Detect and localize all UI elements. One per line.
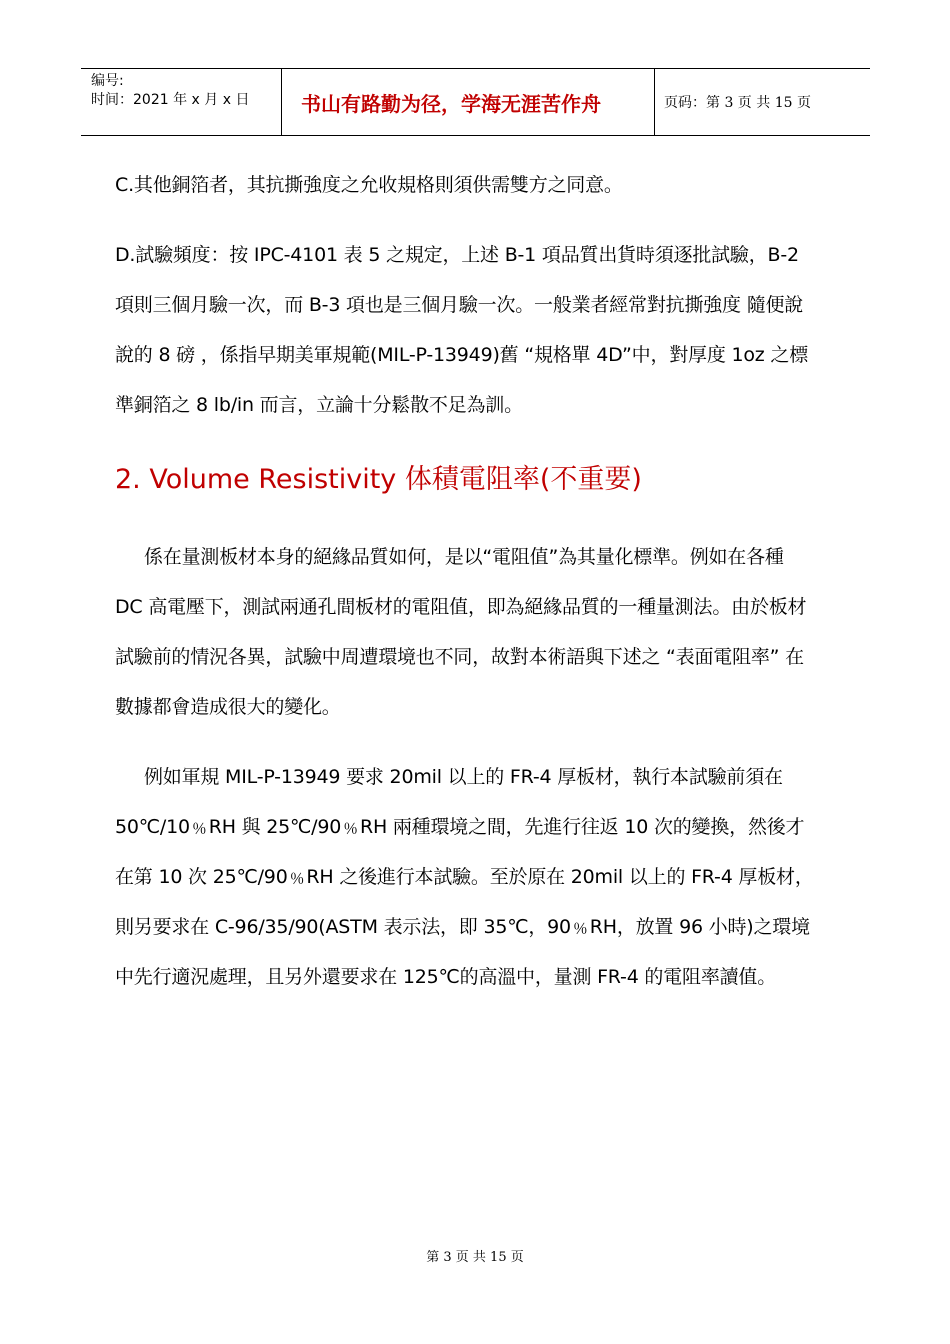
header-number-label: 编号: [91, 73, 124, 89]
header-page-info: 页码：第 3 页 共 15 页 [664, 95, 811, 111]
paragraph-volume-resistivity-1: 係在量測板材本身的絕緣品質如何，是以“電阻值”為其量化標準。例如在各種 DC 高電壓下，測試兩通孔間板材的電阻值，即為絕緣品質的一種量測法。由於板材試驗前的情況各異，試驗中周遭環境也不同，故對本術語與下述之 “表面電阻率” 在數據都會造成很大的變化。 [115, 546, 807, 718]
document-header [81, 68, 870, 136]
header-motto: 书山有路勤为径，学海无涯苦作舟 [301, 91, 601, 116]
paragraph-d: D.試驗頻度：按 IPC-4101 表 5 之規定，上述 B-1 項品質出貨時須逐批試驗，B-2 項則三個月驗一次，而 B-3 項也是三個月驗一次。一般業者經常對抗撕強度 隨便說說的 8 磅 ，係指早期美軍規範(MIL-P-13949)舊 “規格單 4D”中，對厚度 1oz 之標準銅箔之 8 lb/in 而言，立論十分鬆散不足為訓。 [115, 244, 809, 416]
header-time-label: 时间：2021 年 x 月 x 日 [91, 92, 250, 108]
header-meta-cell [81, 69, 282, 135]
section-title: 2. Volume Resistivity 体積電阻率(不重要) [115, 464, 642, 495]
paragraph-volume-resistivity-2: 例如軍規 MIL-P-13949 要求 20mil 以上的 FR-4 厚板材，執行本試驗前須在 50℃/10﹪RH 與 25℃/90﹪RH 兩種環境之間，先進行往返 10 次的變換，然後才在第 10 次 25℃/90﹪RH 之後進行本試驗。至於原在 20mil 以上的 FR-4 厚板材，則另要求在 C-96/35/90(ASTM 表示法，即 35℃，90﹪RH，放置 96 小時)之環境中先行適況處理，且另外還要求在 125℃的高溫中，量測 FR-4 的電阻率讀值。 [115, 766, 814, 988]
document-body [115, 160, 815, 1002]
header-page-cell [655, 69, 870, 135]
header-motto-cell [282, 69, 655, 135]
page-footer: 第 3 页 共 15 页 [426, 1250, 524, 1265]
paragraph-c: C.其他銅箔者，其抗撕強度之允收規格則須供需雙方之同意。 [115, 174, 623, 196]
